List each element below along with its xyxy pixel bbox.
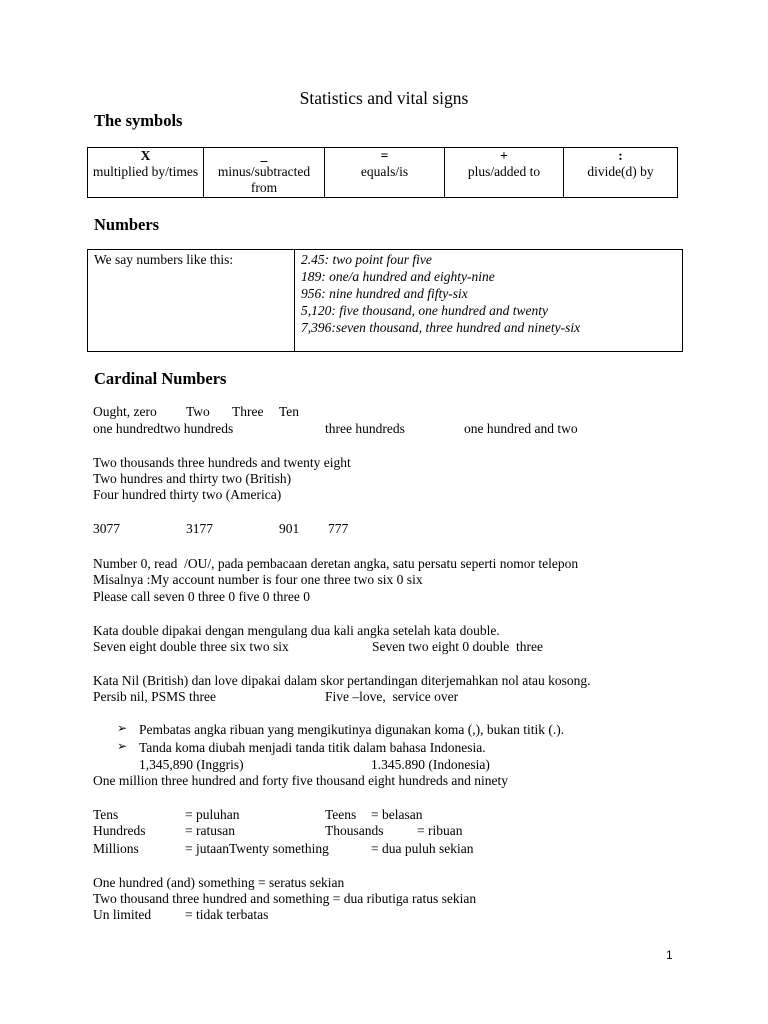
number-example: 189: one/a hundred and eighty-nine xyxy=(301,269,495,284)
text-line: Seven eight double three six two six xyxy=(93,639,289,654)
bullet-text: Tanda koma diubah menjadi tanda titik dalam bahasa Indonesia. xyxy=(139,740,486,755)
number-example: 7,396:seven thousand, three hundred and ninety-six xyxy=(301,320,581,335)
symbol-char: + xyxy=(500,148,508,163)
numbers-heading: Numbers xyxy=(94,215,160,234)
number-example: 2.45: two point four five xyxy=(301,252,432,267)
text-line: Two hundres and thirty two (British) xyxy=(93,471,292,486)
text-line: 1,345,890 (Inggris) xyxy=(139,757,244,772)
symbol-cell xyxy=(445,148,564,198)
text-line: = ribuan xyxy=(417,823,463,838)
page-title: Statistics and vital signs xyxy=(299,88,469,108)
text-line: Five –love, service over xyxy=(325,689,459,704)
text-line: Un limited xyxy=(93,907,152,922)
symbol-char: = xyxy=(380,148,389,163)
text-line: three hundreds xyxy=(325,421,405,436)
text-line: Two thousand three hundred and something = dua ributiga ratus sekian xyxy=(93,891,477,906)
text-line: = belasan xyxy=(371,807,423,822)
text-line: = puluhan xyxy=(185,807,240,822)
page-number: 1 xyxy=(666,948,673,962)
numbers-table xyxy=(87,249,683,352)
symbol-meaning: divide(d) by xyxy=(587,164,654,179)
bullet-text: Pembatas angka ribuan yang mengikutinya digunakan koma (,), bukan titik (.). xyxy=(139,722,565,737)
text-line: Seven two eight 0 double three xyxy=(372,639,543,654)
text-line: one hundredtwo hundreds xyxy=(93,421,234,436)
text-line: = tidak terbatas xyxy=(185,907,269,922)
cardinal-heading: Cardinal Numbers xyxy=(94,369,227,388)
text-line: Ten xyxy=(279,404,300,419)
text-line: One million three hundred and forty five thousand eight hundreds and ninety xyxy=(93,773,509,788)
symbol-meaning: minus/subtracted from xyxy=(217,164,311,195)
text-line: 3177 xyxy=(186,521,213,536)
text-line: 1.345.890 (Indonesia) xyxy=(371,757,490,772)
text-line: Tens xyxy=(93,807,119,822)
symbol-cell xyxy=(325,148,445,198)
text-line: Millions xyxy=(93,841,139,856)
numbers-examples xyxy=(295,250,683,352)
text-line: 777 xyxy=(328,521,349,536)
text-line: = jutaanTwenty something xyxy=(185,841,329,856)
arrow-bullet-icon: ➢ xyxy=(117,721,128,735)
symbol-char: X xyxy=(140,148,151,163)
arrow-bullet-icon: ➢ xyxy=(117,739,128,753)
text-line: = ratusan xyxy=(185,823,235,838)
text-line: Thousands xyxy=(325,823,384,838)
symbols-table xyxy=(87,147,678,198)
text-line: Three xyxy=(232,404,264,419)
text-line: Number 0, read /OU/, pada pembacaan deretan angka, satu persatu seperti nomor telepon xyxy=(93,556,579,571)
text-line: Hundreds xyxy=(93,823,146,838)
text-line: Persib nil, PSMS three xyxy=(93,689,217,704)
number-example: 5,120: five thousand, one hundred and twenty xyxy=(301,303,548,318)
symbol-char: _ xyxy=(260,148,268,163)
symbol-cell xyxy=(88,148,204,198)
text-line: Misalnya :My account number is four one three two six 0 six xyxy=(93,572,423,587)
number-example: 956: nine hundred and fifty-six xyxy=(301,286,468,301)
symbol-cell xyxy=(564,148,678,198)
symbol-meaning: multiplied by/times xyxy=(92,164,199,179)
text-line: Two xyxy=(186,404,210,419)
symbol-char: : xyxy=(618,148,623,163)
text-line: 901 xyxy=(279,521,300,536)
text-line: one hundred and two xyxy=(464,421,578,436)
symbol-cell xyxy=(204,148,325,198)
text-line: Two thousands three hundreds and twenty eight xyxy=(93,455,351,470)
text-line: Kata Nil (British) dan love dipakai dalam skor pertandingan diterjemahkan nol atau kosong. xyxy=(93,673,591,688)
text-line: Kata double dipakai dengan mengulang dua kali angka setelah kata double. xyxy=(93,623,500,638)
text-line: = dua puluh sekian xyxy=(371,841,474,856)
text-line: Ought, zero xyxy=(93,404,157,419)
numbers-intro: We say numbers like this: xyxy=(88,250,295,352)
text-line: One hundred (and) something = seratus sekian xyxy=(93,875,345,890)
text-line: Four hundred thirty two (America) xyxy=(93,487,282,502)
symbol-meaning: equals/is xyxy=(360,164,409,179)
text-line: Teens xyxy=(325,807,357,822)
symbol-meaning: plus/added to xyxy=(467,164,541,179)
text-line: Please call seven 0 three 0 five 0 three 0 xyxy=(93,589,311,604)
text-line: 3077 xyxy=(93,521,120,536)
symbols-heading: The symbols xyxy=(94,111,183,130)
